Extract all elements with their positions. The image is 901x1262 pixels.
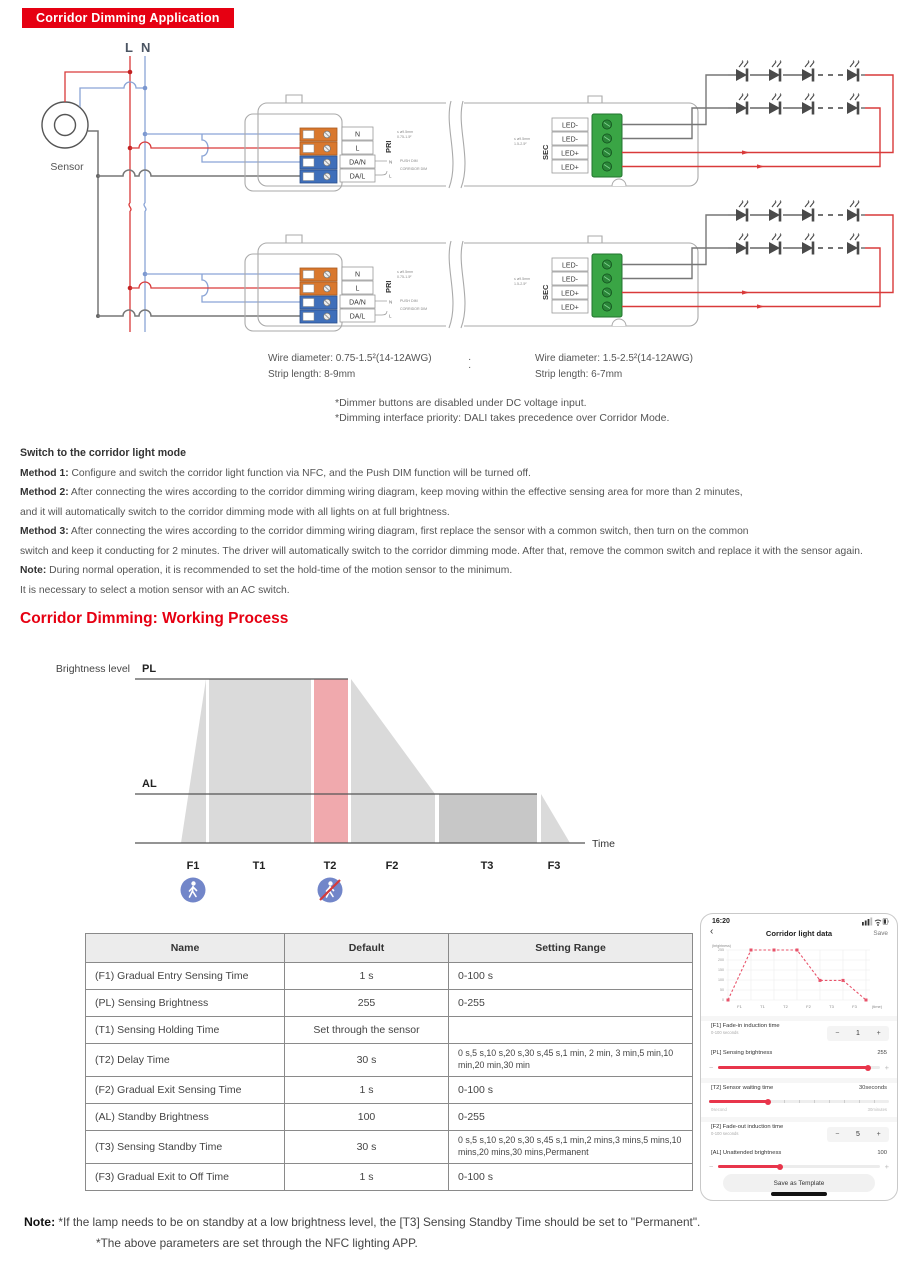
motion-sensor — [42, 102, 88, 173]
svg-text:T3: T3 — [829, 1004, 834, 1009]
line-n-label: N — [141, 40, 151, 55]
svg-text:200: 200 — [718, 958, 724, 963]
segment-t3 — [439, 794, 537, 843]
no-motion-icon — [318, 878, 343, 903]
pl-value: 255 — [877, 1050, 887, 1056]
status-icons — [862, 917, 889, 926]
f2-stepper[interactable] — [827, 1127, 889, 1142]
pl-setting-row: [PL] Sensing brightness 255 — [711, 1050, 887, 1056]
t2-value: 30seconds — [858, 1085, 887, 1091]
al-setting-row: [AL] Unattended brightness 100 — [711, 1150, 887, 1156]
sensor-label: Sensor — [50, 161, 84, 173]
plus-button[interactable]: + — [876, 1131, 881, 1138]
instructions-title: Switch to the corridor light mode — [20, 447, 186, 459]
minus-button[interactable]: − — [709, 1162, 714, 1171]
t2-range-labels: 0second 30minutes — [711, 1107, 887, 1112]
table-row: (F3) Gradual Exit to Off Time 1 s 0-100 s — [86, 1163, 693, 1190]
svg-text:F2: F2 — [806, 1004, 811, 1009]
al-value: 100 — [877, 1150, 887, 1156]
table-row: (T3) Sensing Standby Time 30 s 0 s,5 s,10 s,20 s,30 s,45 s,1 min,2 mins,3 mins,5 mins,10 mins,20 mins,30 mins,Permanent — [86, 1130, 693, 1163]
wiring-diagram — [0, 0, 901, 436]
table-row: (T2) Delay Time 30 s 0 s,5 s,10 s,20 s,30 s,45 s,1 min, 2 min, 3 min,5 min,10 min,20 min,30 min — [86, 1044, 693, 1077]
svg-text:T1: T1 — [252, 860, 266, 872]
segment-t2-highlight — [314, 679, 348, 843]
svg-text:T2: T2 — [323, 860, 337, 872]
wire-spec-left: Wire diameter: 0.75-1.5²(14-12AWG) Strip length: 8-9mm — [268, 353, 432, 380]
f1-value: 1 — [856, 1030, 860, 1037]
segment-f3-ramp — [541, 794, 570, 843]
spec-separator: · · — [468, 354, 472, 373]
t2-setting-row: [T2] Sensor waiting time 30seconds — [711, 1085, 887, 1091]
brightness-curve-chart — [710, 942, 888, 1014]
svg-text:150: 150 — [718, 968, 724, 973]
al-label: AL — [142, 778, 157, 790]
svg-text:50: 50 — [720, 988, 724, 993]
battery-icon — [883, 919, 889, 925]
table-row: (F2) Gradual Exit Sensing Time 1 s 0-100 s — [86, 1076, 693, 1103]
al-slider[interactable] — [709, 1163, 889, 1170]
f2-setting-row: [F2] Fade-out induction time 0-100 seconds — [711, 1124, 784, 1136]
phone-status-bar — [712, 917, 889, 926]
plus-button[interactable]: + — [884, 1162, 889, 1171]
section-divider — [701, 1078, 897, 1083]
table-row: (T1) Sensing Holding Time Set through the sensor — [86, 1017, 693, 1044]
phone-clock: 16:20 — [712, 918, 730, 925]
svg-text:0: 0 — [722, 998, 724, 1003]
pl-slider[interactable] — [709, 1064, 889, 1071]
motion-detected-icon — [181, 878, 206, 903]
segment-f1-ramp — [181, 679, 206, 843]
wire-spec-right: Wire diameter: 1.5-2.5²(14-12AWG) Strip length: 6-7mm — [535, 353, 694, 380]
signal-icon — [862, 918, 872, 926]
app-page-title: Corridor light data — [765, 929, 833, 938]
section-divider — [701, 1016, 897, 1021]
section-divider — [701, 1117, 897, 1122]
svg-text:(brightness): (brightness) — [712, 944, 731, 948]
line-l-label: L — [125, 40, 133, 55]
nfc-app-screenshot — [700, 913, 898, 1201]
table-row: (PL) Sensing Brightness 255 0-255 — [86, 990, 693, 1017]
save-as-template-button[interactable]: Save as Template — [723, 1174, 875, 1192]
svg-text:F1: F1 — [186, 860, 200, 872]
home-indicator — [771, 1192, 827, 1196]
pl-label: PL — [142, 663, 157, 675]
svg-text:T1: T1 — [760, 1004, 765, 1009]
svg-text:255: 255 — [718, 948, 724, 953]
f1-stepper[interactable] — [827, 1026, 889, 1041]
f2-value: 5 — [856, 1131, 860, 1138]
svg-text:T2: T2 — [783, 1004, 788, 1009]
svg-text:F3: F3 — [547, 860, 561, 872]
section-banner: Corridor Dimming Application — [22, 8, 234, 28]
minus-button[interactable]: − — [709, 1063, 714, 1072]
svg-text:T3: T3 — [480, 860, 494, 872]
svg-text:100: 100 — [718, 978, 724, 983]
minus-button[interactable]: − — [835, 1030, 840, 1037]
bottom-note: Note: *If the lamp needs to be on standby at a low brightness level, the [T3] Sensing Standby Time should be set to "Permanent". *The above parameters are set through the NFC lighting APP. — [24, 1215, 701, 1250]
sensor-switched-wire — [88, 131, 98, 316]
working-process-title: Corridor Dimming: Working Process — [20, 610, 289, 627]
t2-slider[interactable] — [709, 1100, 889, 1103]
table-header-row: Name Default Setting Range — [86, 934, 693, 963]
plus-button[interactable]: + — [884, 1063, 889, 1072]
segment-f2-fade — [351, 679, 435, 843]
back-chevron-icon[interactable]: ‹ — [710, 926, 714, 937]
save-button[interactable]: Save — [873, 930, 888, 937]
wifi-icon — [875, 920, 881, 926]
diagram-notes: *Dimmer buttons are disabled under DC voltage input. *Dimming interface priority: DALI takes precedence over Corridor Mode. — [335, 397, 670, 424]
f1-setting-row: [F1] Fade-in induction time 0-100 seconds — [711, 1023, 780, 1035]
svg-text:F2: F2 — [385, 860, 399, 872]
time-label: Time — [592, 838, 615, 850]
working-process-chart — [30, 652, 670, 912]
svg-text:F3: F3 — [852, 1004, 857, 1009]
segment-t1 — [209, 679, 311, 843]
corridor-mode-instructions: Switch to the corridor light mode Method 1: Configure and switch the corridor light function via NFC, and the Push DIM function will be turned off. Method 2: After connecting the wires according to the corridor dimming wiring diagram, keep moving within the effective sensing area for more than 2 minutes, and it will automatically switch to the corridor dimming mode with all lights on at full brightness. Method 3: After connecting the wires according to the corridor dimming wiring diagram, first replace the sensor with a common switch, then turn on the common switch and keep it conducting for 2 minutes. The driver will automatically switch to the corridor dimming mode. After that, remove the common switch and replace it with the sensor again. Note: During normal operation, it is recommended to set the hold-time of the motion sensor to the minimum. It is necessary to select a motion sensor with an AC switch. — [20, 444, 895, 600]
svg-text:F1: F1 — [737, 1004, 742, 1009]
svg-text:(time): (time) — [871, 1004, 883, 1009]
table-row: (AL) Standby Brightness 100 0-255 — [86, 1103, 693, 1130]
plus-button[interactable]: + — [876, 1030, 881, 1037]
sensor-l-wire — [65, 72, 130, 102]
minus-button[interactable]: − — [835, 1131, 840, 1138]
y-axis-label: Brightness level — [55, 663, 130, 675]
sensor-n-wire — [80, 82, 145, 107]
parameter-table — [85, 933, 693, 1191]
table-row: (F1) Gradual Entry Sensing Time 1 s 0-100 s — [86, 963, 693, 990]
